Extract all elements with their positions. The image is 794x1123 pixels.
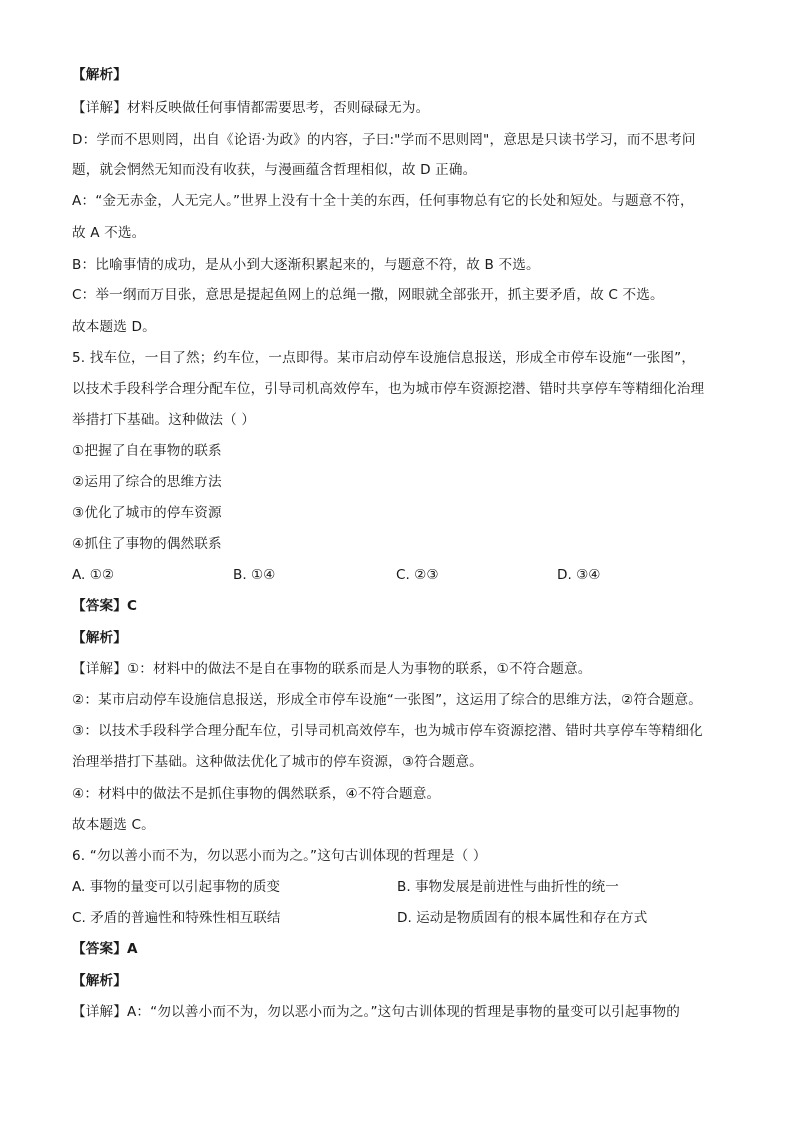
q4-detail-line: 【详解】材料反映做任何事情都需要思考，否则碌碌无为。: [72, 100, 430, 116]
q6-option-a: A. 事物的量变可以引起事物的质变: [72, 879, 281, 895]
q5-detail-line: ②：某市启动停车设施信息报送，形成全市停车设施“一张图”，这运用了综合的思维方法，②符合题意。: [72, 692, 703, 708]
q5-detail-line: ③：以技术手段科学合理分配车位，引导司机高效停车，也为城市停车资源挖潜、错时共享停车等精细化: [72, 723, 703, 739]
q5-statement: ③优化了城市的停车资源: [72, 505, 222, 521]
q5-detail-line: ④：材料中的做法不是抓住事物的偶然联系，④不符合题意。: [72, 786, 441, 802]
q5-statement: ④抓住了事物的偶然联系: [72, 536, 222, 552]
q4-detail-line: 故 A 不选。: [72, 225, 146, 241]
q6-analysis-heading: 【解析】: [72, 973, 127, 989]
q5-detail-line: 故本题选 C。: [72, 817, 155, 833]
q4-analysis-heading: 【解析】: [72, 67, 127, 83]
q4-detail-line: D：学而不思则罔，出自《论语·为政》的内容，子曰:"学而不思则罔"，意思是只读书学习，而不思考问: [72, 132, 696, 148]
q5-option-b: B. ①④: [233, 567, 276, 583]
q6-option-d: D. 运动是物质固有的根本属性和存在方式: [397, 910, 648, 926]
q5-analysis-heading: 【解析】: [72, 630, 127, 646]
q6-option-b: B. 事物发展是前进性与曲折性的统一: [397, 879, 619, 895]
q6-stem: 6. “勿以善小而不为，勿以恶小而为之。”这句古训体现的哲理是（ ）: [72, 848, 487, 864]
q4-detail-line: C：举一纲而万目张，意思是提起鱼网上的总绳一撒，网眼就全部张开，抓主要矛盾，故 C 不选。: [72, 287, 664, 303]
q5-answer: 【答案】C: [72, 598, 138, 614]
q5-stem-line: 5. 找车位，一目了然；约车位，一点即得。某市启动停车设施信息报送，形成全市停车设施“一张图”，: [72, 350, 696, 366]
q5-statement: ②运用了综合的思维方法: [72, 474, 222, 490]
q5-detail-line: 治理举措打下基础。这种做法优化了城市的停车资源，③符合题意。: [72, 754, 483, 770]
q6-detail-line: 【详解】A：“勿以善小而不为，勿以恶小而为之。”这句古训体现的哲理是事物的量变可以引起事物的: [72, 1004, 681, 1020]
q5-option-a: A. ①②: [72, 567, 115, 583]
q5-statement: ①把握了自在事物的联系: [72, 443, 222, 459]
q4-detail-line: B：比喻事情的成功，是从小到大逐渐积累起来的，与题意不符，故 B 不选。: [72, 257, 540, 273]
q4-detail-line: 题，就会惘然无知而没有收获，与漫画蕴含哲理相似，故 D 正确。: [72, 162, 477, 178]
q6-option-c: C. 矛盾的普遍性和特殊性相互联结: [72, 910, 281, 926]
q5-detail-line: 【详解】①：材料中的做法不是自在事物的联系而是人为事物的联系，①不符合题意。: [72, 661, 592, 677]
q5-stem-line: 以技术手段科学合理分配车位，引导司机高效停车，也为城市停车资源挖潜、错时共享停车等精细化治理: [72, 381, 705, 397]
q4-detail-line: A：“金无赤金，人无完人。”世界上没有十全十美的东西，任何事物总有它的长处和短处。与题意不符，: [72, 193, 694, 209]
q5-option-d: D. ③④: [557, 567, 601, 583]
q5-stem-line: 举措打下基础。这种做法（ ）: [72, 412, 256, 428]
q6-answer: 【答案】A: [72, 941, 138, 957]
q4-detail-line: 故本题选 D。: [72, 319, 156, 335]
q5-option-c: C. ②③: [396, 567, 439, 583]
